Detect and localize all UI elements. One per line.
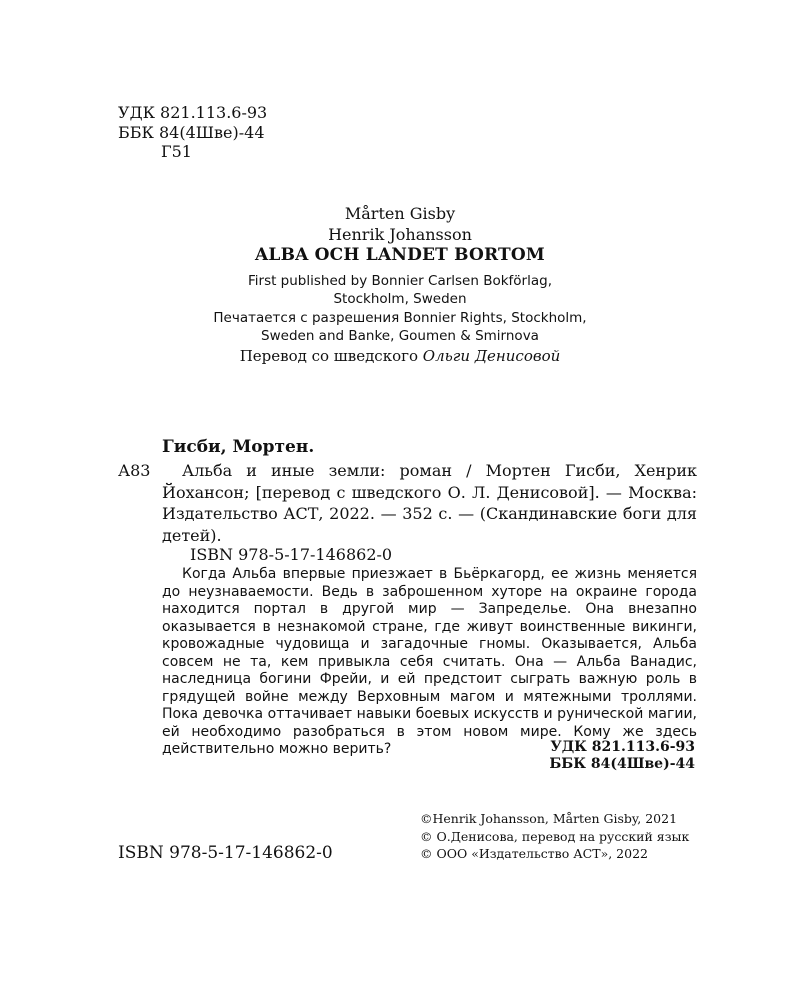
copyright-block [420,810,689,863]
first-published-line-1: First published by Bonnier Carlsen Bokförlag, [247,273,552,289]
bbk-code: ББК 84(4Шве)-44 [118,122,265,142]
classification-block [118,103,267,162]
rights-line-2: Sweden and Banke, Goumen & Smirnova [261,327,539,344]
author-sign: А83 [118,461,151,480]
translator-name: Ольги Денисовой [422,347,561,365]
isbn-footer: ISBN 978-5-17-146862-0 [118,843,333,863]
translation-credit [0,347,800,365]
bbk-code-bottom: ББК 84(4Шве)-44 [549,756,695,772]
annotation: Когда Альба впервые приезжает в Бьёркагорд, ее жизнь меняется до неузнаваемости. Ведь в заброшенном хуторе на окраине города находится портал в другой мир — Запределье. Она внезапно оказывается в незнакомой стране, где живут воинственные викинги, кровожадные чудовища и загадочные гномы. Оказывается, Альба совсем не та, кем привыкла себя считать. Она — Альба Ванадис, наследница богини Фрейи, и ей предстоит сыграть важную роль в грядущей войне между Верховным магом и мятежными троллями. Пока девочка оттачивает навыки боевых искусств и рунической магии, ей необходимо разобраться в этом новом мире. Кому же здесь действительно можно верить? [162,566,697,757]
translation-prefix: Перевод со шведского [239,347,419,365]
copyright-line-3: © ООО «Издательство АСТ», 2022 [420,846,648,861]
original-title: ALBA OCH LANDET BORTOM [255,245,545,265]
udk-code-bottom: УДК 821.113.6-93 [550,739,695,755]
annotation-classification [530,739,695,773]
rights-line-1: Печатается с разрешения Bonnier Rights, Stockholm, [213,310,587,326]
bibliographic-author: Гисби, Мортен. [162,437,315,457]
isbn-entry: ISBN 978-5-17-146862-0 [190,545,393,564]
author-name-2: Henrik Johansson [328,225,472,244]
author-name-1: Mårten Gisby [344,204,456,223]
first-published-note [0,273,800,308]
author-mark: Г51 [161,142,192,161]
first-published-line-2: Stockholm, Sweden [333,290,467,307]
rights-note [0,310,800,345]
copyright-line-1: ©Henrik Johansson, Mårten Gisby, 2021 [420,811,678,826]
udk-code: УДК 821.113.6-93 [118,103,268,122]
copyright-line-2: © О.Денисова, перевод на русский язык [420,828,690,844]
bibliographic-description: Альба и иные земли: роман / Мортен Гисби, Хенрик Йохансон; [перевод с шведского О. Л. Денисовой]. — Москва: Издательство АСТ, 2022. — 352 с. — (Скандинавские боги для детей). [162,461,697,545]
